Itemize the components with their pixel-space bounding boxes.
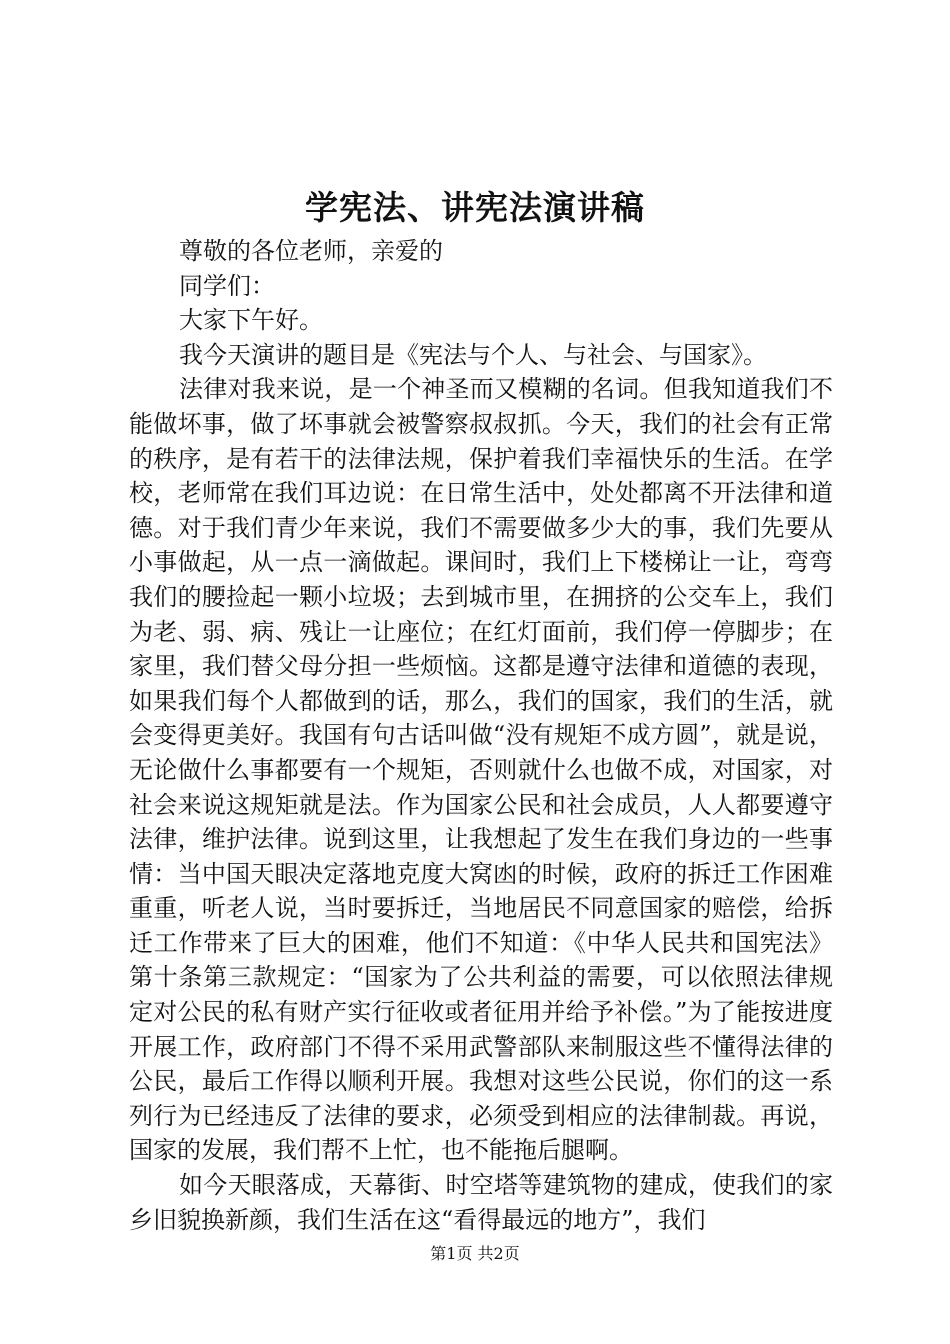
body-paragraph: 如今天眼落成，天幕街、时空塔等建筑物的建成，使我们的家乡旧貌换新颜，我们生活在这“看得最远的地方”，我们 — [129, 1171, 833, 1234]
body-paragraph: 法律对我来说，是一个神圣而又模糊的名词。但我知道我们不能做坏事，做了坏事就会被警察叔叔抓。今天，我们的社会有正常的秩序，是有若干的法律法规，保护着我们幸福快乐的生活。在学校，老师常在我们耳边说：在日常生活中，处处都离不开法律和道德。对于我们青少年来说，我们不需要做多少大的事，我们先要从小事做起，从一点一滴做起。课间时，我们上下楼梯让一让，弯弯我们的腰捡起一颗小垃圾；去到城市里，在拥挤的公交车上，我们为老、弱、病、残让一让座位；在红灯面前，我们停一停脚步；在家里，我们替父母分担一些烦恼。这都是遵守法律和道德的表现，如果我们每个人都做到的话，那么，我们的国家，我们的生活，就会变得更美好。我国有句古话叫做“没有规矩不成方圆”，就是说，无论做什么事都要有一个规矩，否则就什么也做不成，对国家，对社会来说这规矩就是法。作为国家公民和社会成员，人人都要遵守法律，维护法律。说到这里，让我想起了发生在我们身边的一些事情：当中国天眼决定落地克度大窝凼的时候，政府的拆迁工作困难重重，听老人说，当时要拆迁，当地居民不同意国家的赔偿，给拆迁工作带来了巨大的困难，他们不知道：《中华人民共和国宪法》第十条第三款规定：“国家为了公共利益的需要，可以依照法律规定对公民的私有财产实行征收或者征用并给予补偿。”为了能按进度开展工作，政府部门不得不采用武警部队来制服这些不懂得法律的公民，最后工作得以顺利开展。我想对这些公民说，你们的这一系列行为已经违反了法律的要求，必须受到相应的法律制裁。再说，国家的发展，我们帮不上忙，也不能拖后腿啊。 — [129, 375, 833, 1165]
document-body — [129, 234, 833, 1237]
greeting-paragraph: 大家下午好。 — [179, 306, 323, 335]
page-number-footer: 第1页 共2页 — [430, 1244, 520, 1263]
document-title: 学宪法、讲宪法演讲稿 — [305, 188, 645, 227]
salutation-line-1: 尊敬的各位老师，亲爱的 — [179, 237, 443, 265]
topic-paragraph: 我今天演讲的题目是《宪法与个人、与社会、与国家》。 — [179, 340, 767, 369]
salutation-line-2: 同学们： — [179, 271, 275, 300]
